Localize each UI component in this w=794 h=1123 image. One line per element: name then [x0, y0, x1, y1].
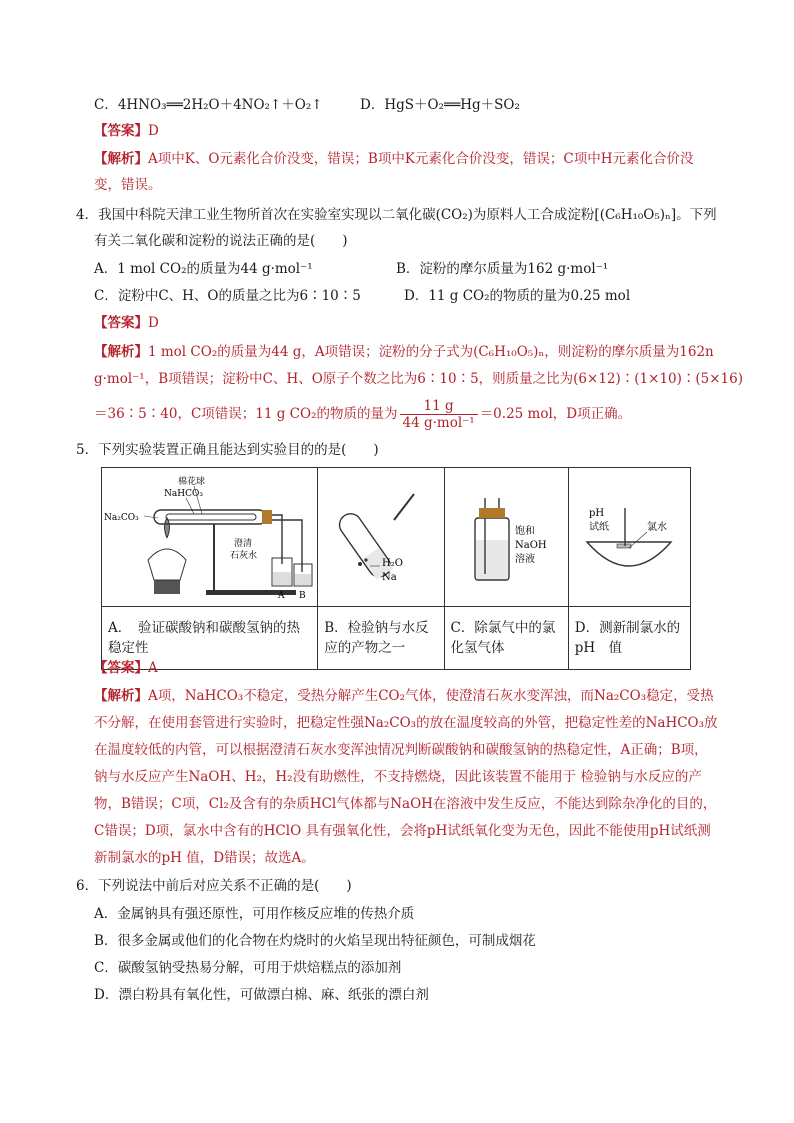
q4-option-d: D．11 g CO₂的物质的量为0.25 mol: [404, 288, 631, 304]
naoh-solution: [476, 540, 508, 579]
q5-analysis-line: 【解析】A项，NaHCO₃不稳定，受热分解产生CO₂气体，使澄清石灰水变浑浊，而Na₂CO₃稳定，受热: [94, 688, 714, 704]
answer-value: A: [148, 660, 158, 676]
answer-tag: 【答案】: [94, 123, 148, 139]
q4-stem: 4．我国中科院天津工业生物所首次在实验室实现以二氧化碳(CO₂)为原料人工合成淀粉[(C₆H₁₀O₅)ₙ]。下列: [76, 207, 717, 223]
label-chlorine-water: 氯水: [646, 522, 667, 533]
stopper: [262, 510, 272, 524]
inner-tube: [166, 514, 256, 520]
splint: [394, 494, 414, 520]
sodium-piece: [358, 562, 362, 566]
q4-option-b: B．淀粉的摩尔质量为162 g·mol⁻¹: [396, 261, 609, 277]
bubble: [365, 558, 368, 561]
label-naoh: NaOH: [514, 540, 547, 551]
q5-analysis-line: C错误；D项，氯水中含有的HClO 具有强氧化性，会将pH试纸氧化变为无色，因此不能使用pH试纸测: [94, 823, 711, 839]
q5-stem: 5．下列实验装置正确且能达到实验目的的是( ): [76, 442, 379, 458]
q4-option-c: C．淀粉中C、H、O的质量之比为6∶10∶5: [94, 288, 361, 304]
label-nahco3: NaHCO₃: [164, 489, 203, 499]
label-solution: 溶液: [514, 554, 535, 565]
q3-option-d: D．HgS＋O₂══Hg＋SO₂: [360, 97, 520, 113]
label-test-paper: 试纸: [588, 522, 609, 533]
q3-option-c: C．4HNO₃══2H₂O＋4NO₂↑＋O₂↑: [94, 97, 323, 113]
apparatus-a-figure: [102, 468, 318, 607]
answer-value: D: [148, 123, 159, 139]
q6-option-d: D．漂白粉具有氧化性，可做漂白棉、麻、纸张的漂白剂: [94, 987, 429, 1003]
label-limewater-1: 澄清: [234, 539, 253, 549]
leader-line: [144, 516, 158, 518]
q4-stem: 有关二氧化碳和淀粉的说法正确的是( ): [94, 233, 348, 249]
leader-line: [629, 532, 647, 548]
q5-analysis-line: 新制氯水的pH 值，D错误；故选A。: [94, 850, 315, 866]
caption-b: B．检验钠与水反应的产物之一: [318, 607, 444, 670]
burner-base: [154, 580, 180, 594]
answer-tag: 【答案】: [94, 315, 148, 331]
limewater-b: [295, 574, 311, 585]
label-cotton: 棉花球: [178, 477, 206, 487]
answer-tag: 【答案】: [94, 660, 148, 676]
label-beaker-b: B: [299, 591, 306, 601]
label-h2o: H₂O: [382, 558, 404, 569]
flame-icon: [165, 518, 170, 538]
q4-answer: [94, 313, 159, 333]
q4-option-a: A．1 mol CO₂的质量为44 g·mol⁻¹: [94, 261, 313, 277]
q4-analysis-line: g·mol⁻¹，B项错误；淀粉中C、H、O原子个数之比为6∶10∶5，则质量之比为(6×12)∶(1×10)∶(5×16): [94, 371, 744, 387]
analysis-tag: 【解析】: [94, 151, 148, 167]
caption-a: A． 验证碳酸钠和碳酸氢钠的热稳定性: [102, 607, 318, 670]
label-limewater-2: 石灰水: [230, 551, 258, 561]
thermal-stability-apparatus-diagram: [102, 468, 316, 602]
q5-answer: [94, 658, 158, 678]
q5-analysis-line: 在温度较低的内管，可以根据澄清石灰水变浑浊情况判断碳酸钠和碳酸氢钠的热稳定性，A正确；B项，: [94, 742, 708, 758]
label-na: Na: [382, 572, 397, 583]
apparatus-d-figure: [568, 468, 690, 607]
ph-paper: [617, 544, 631, 548]
analysis-tag: 【解析】: [94, 344, 148, 360]
bottle-stopper: [479, 508, 505, 518]
apparatus-c-figure: [444, 468, 568, 607]
fraction: $\frac{11 g}{\text{44 g·mol⁻¹}}$: [400, 398, 478, 431]
limewater-a: [273, 572, 291, 585]
q6-option-b: B．很多金属或他们的化合物在灼烧时的火焰呈现出特征颜色，可制成烟花: [94, 933, 536, 949]
leader-line: [186, 498, 194, 514]
q5-analysis-line: 钠与水反应产生NaOH、H₂，H₂没有助燃性，不支持燃烧，因此该装置不能用于 检验钠与水反应的产: [94, 769, 702, 785]
label-saturated: 饱和: [514, 526, 535, 537]
alcohol-lamp: [148, 549, 186, 580]
q3-analysis-line: 变，错误。: [94, 177, 162, 193]
label-beaker-a: A: [278, 591, 285, 601]
q5-analysis-line: 不分解，在使用套管进行实验时，把稳定性强Na₂CO₃的放在温度较高的外管，把稳定性差的NaHCO₃放: [94, 715, 718, 731]
q5-analysis-line: 物，B错误；C项，Cl₂及含有的杂质HCl气体都与NaOH在溶液中发生反应，不能达到除杂净化的目的，: [94, 796, 717, 812]
ph-test-dish-diagram: [569, 468, 689, 602]
analysis-tag: 【解析】: [94, 688, 148, 704]
sodium-water-test-diagram: [318, 468, 442, 602]
apparatus-table: [101, 467, 691, 670]
q4-analysis-line: 【解析】1 mol CO₂的质量为44 g，A项错误；淀粉的分子式为(C₆H₁₀O₅)ₙ，则淀粉的摩尔质量为162n: [94, 344, 714, 360]
delivery-tube-a: [272, 515, 282, 564]
q6-stem: 6．下列说法中前后对应关系不正确的是( ): [76, 878, 352, 894]
caption-c: C．除氯气中的氯化氢气体: [444, 607, 568, 670]
gas-washing-bottle-diagram: [445, 468, 567, 602]
label-na2co3: Na₂CO₃: [104, 513, 139, 523]
answer-value: D: [148, 315, 159, 331]
q3-answer: [94, 121, 159, 141]
apparatus-b-figure: [318, 468, 444, 607]
q4-analysis-line: ＝36∶5∶40，C项错误；11 g CO₂的物质的量为 $\frac{11 g}{\text{44 g·mol⁻¹}}$ ＝0.25 mol，D项正确。: [94, 398, 632, 431]
caption-d: D．测新制氯水的pH 值: [568, 607, 690, 670]
q6-option-a: A．金属钠具有强还原性，可用作核反应堆的传热介质: [94, 906, 415, 922]
outer-tube: [154, 510, 266, 524]
label-ph: pH: [588, 508, 604, 519]
q3-analysis-line: 【解析】A项中K、O元素化合价没变，错误；B项中K元素化合价没变，错误；C项中H元素化合价没: [94, 151, 694, 167]
q6-option-c: C．碳酸氢钠受热易分解，可用于烘焙糕点的添加剂: [94, 960, 402, 976]
